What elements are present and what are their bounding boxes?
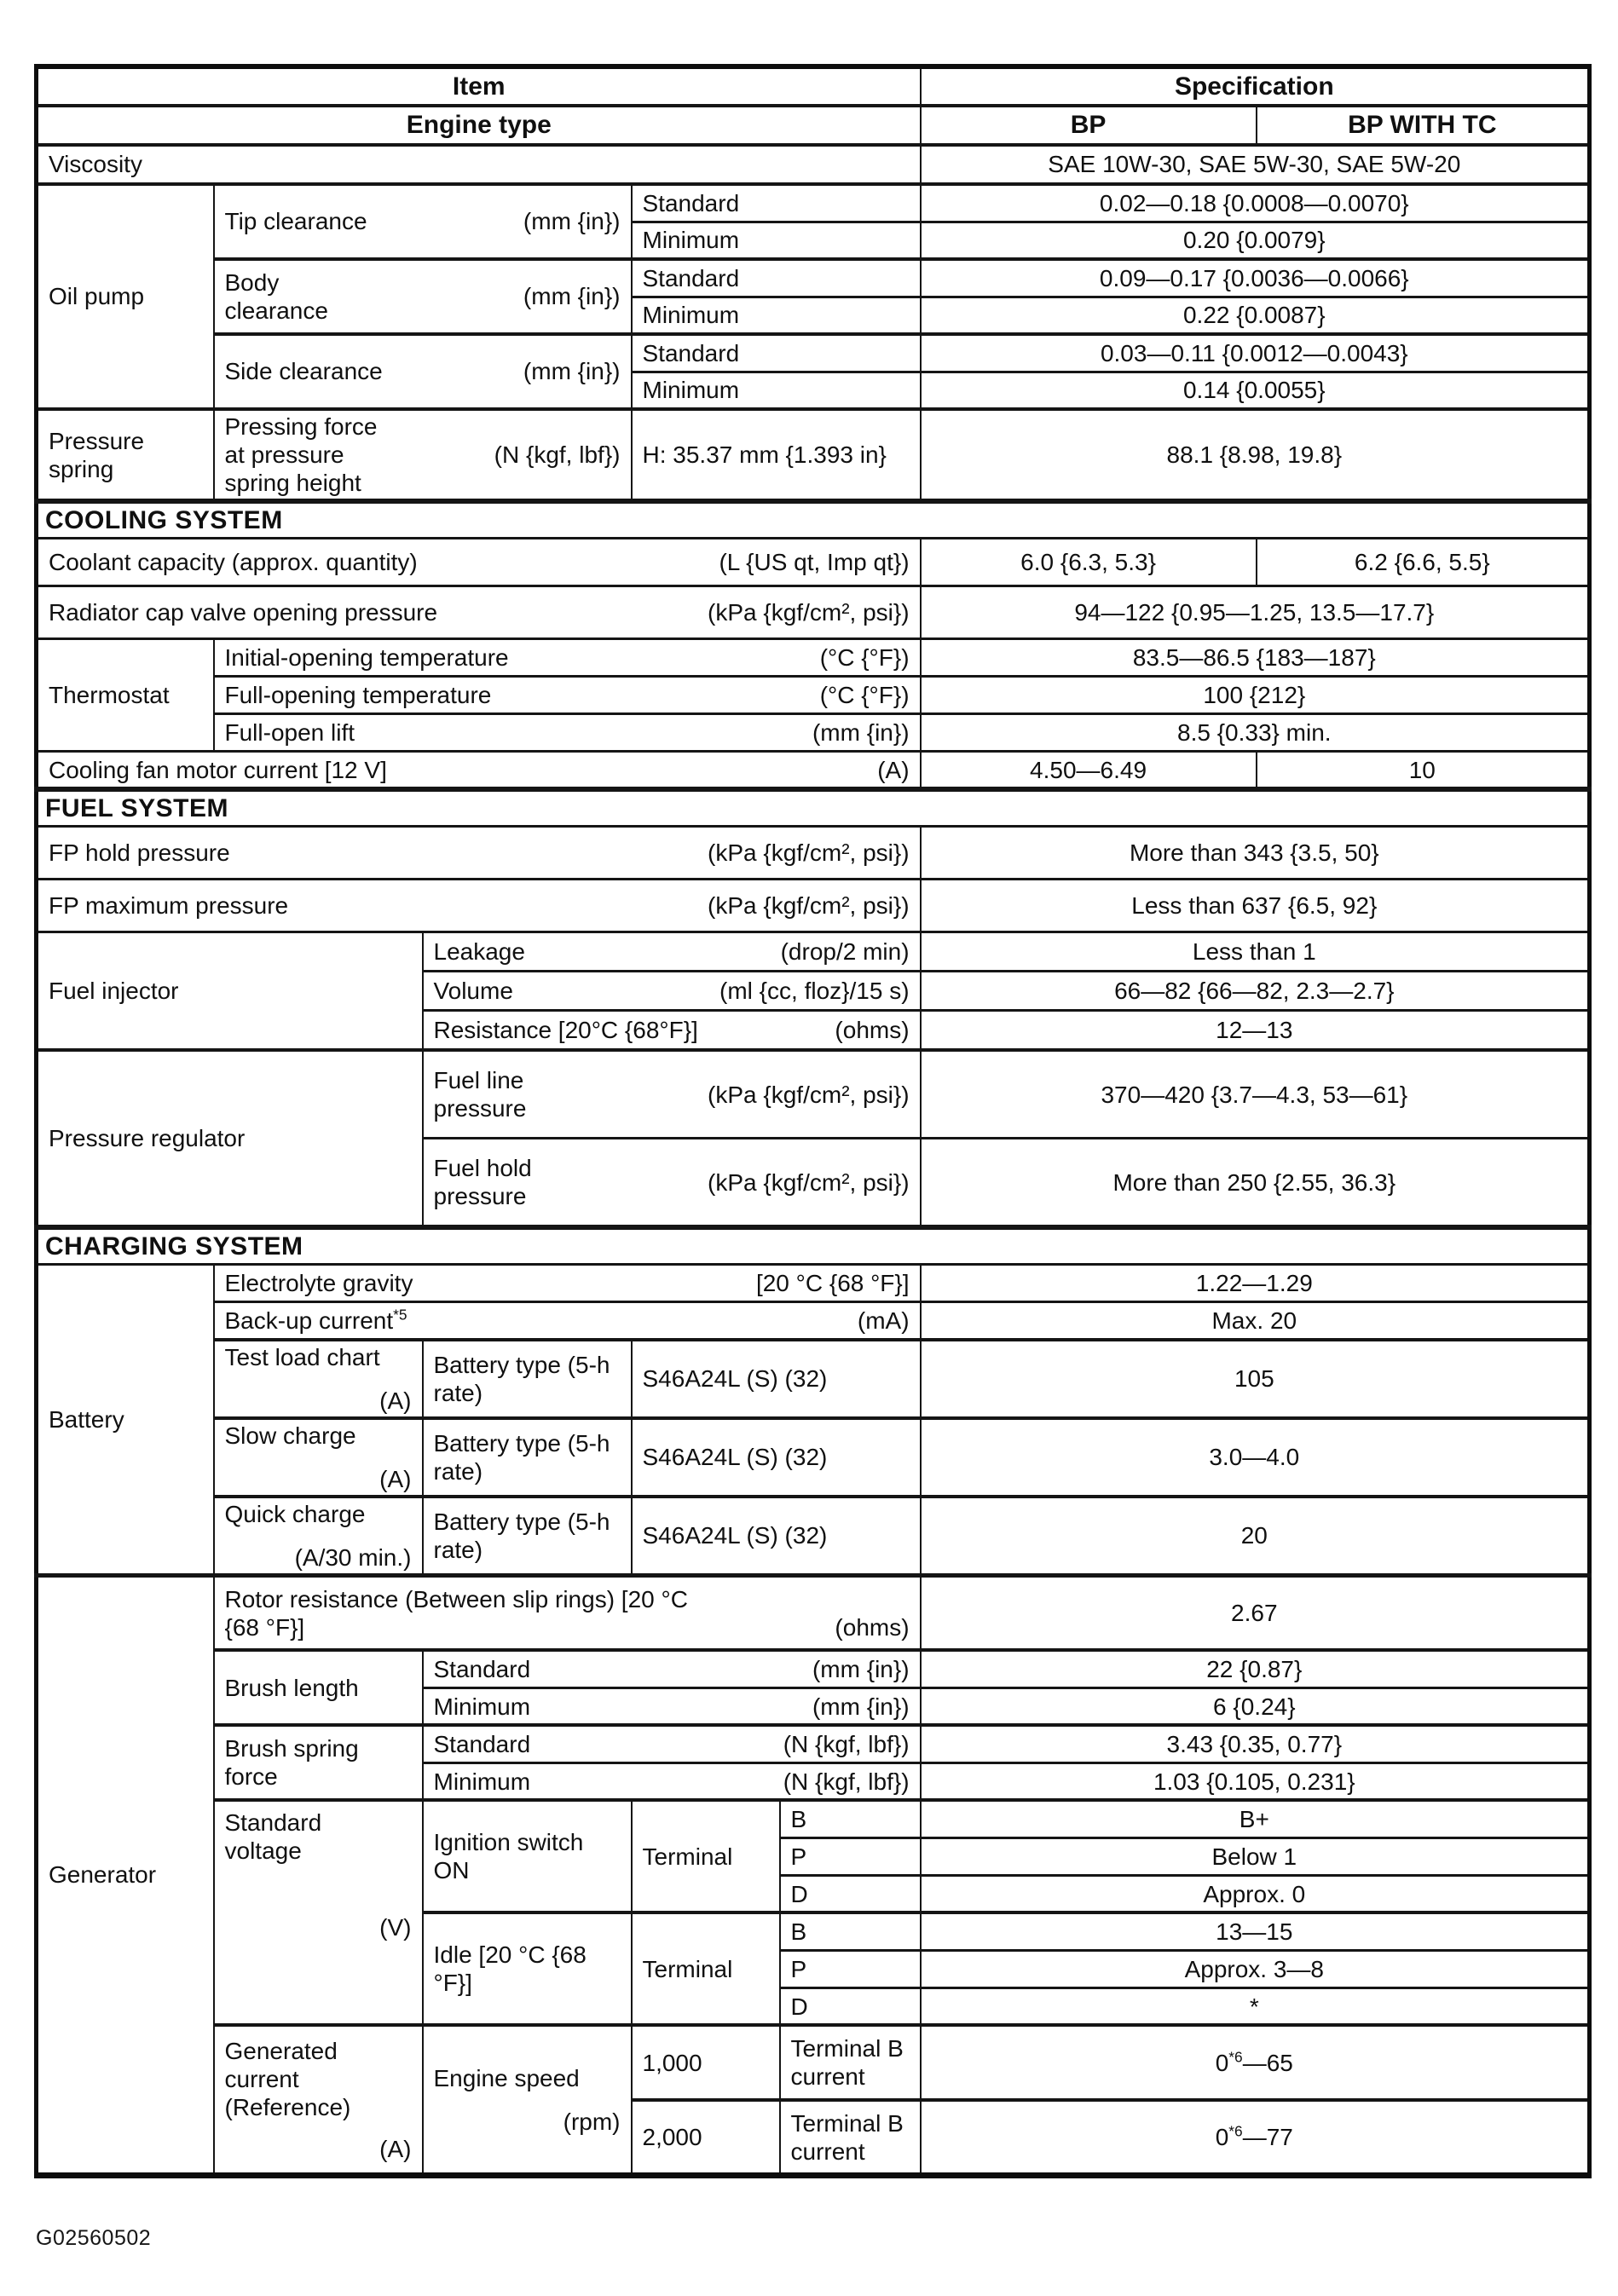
coolant-capacity-label: Coolant capacity (approx. quantity) xyxy=(49,549,418,576)
engine-type-row xyxy=(37,106,1590,145)
thermostat-lift-value: 8.5 {0.33} min. xyxy=(921,714,1590,752)
quick-charge-cell xyxy=(214,1497,423,1576)
oil-pump-body-standard-row xyxy=(37,259,1590,297)
rotor-resistance-cell xyxy=(214,1575,921,1650)
idle-terminal-label: Terminal xyxy=(632,1912,780,2025)
coolant-capacity-row xyxy=(37,539,1590,586)
radiator-cap-label: Radiator cap valve opening pressure xyxy=(49,599,438,626)
electrolyte-cell xyxy=(214,1265,921,1302)
electrolyte-row xyxy=(37,1265,1590,1302)
cooling-fan-row xyxy=(37,752,1590,789)
slow-charge-unit: (A) xyxy=(379,1465,412,1492)
fuel-hold-unit: (kPa {kgf/cm², psi}) xyxy=(708,1168,910,1196)
fuel-line-value: 370—420 {3.7—4.3, 53—61} xyxy=(921,1050,1590,1139)
slow-battery-type-value: S46A24L (S) (32) xyxy=(632,1418,921,1497)
resistance-cell xyxy=(423,1011,921,1050)
thermostat-initial-cell xyxy=(214,639,921,677)
fp-hold-value: More than 343 {3.5, 50} xyxy=(921,827,1590,880)
thermostat-full-label: Full-opening temperature xyxy=(224,682,492,709)
quick-charge-unit: (A/30 min.) xyxy=(294,1543,412,1571)
brush-spring-standard-row xyxy=(37,1725,1590,1762)
idle-terminal-b-label: B xyxy=(780,1912,921,1950)
idle-terminal-d-label: D xyxy=(780,1987,921,2025)
tip-clearance-cell xyxy=(214,184,632,259)
voltage-ign-b-row xyxy=(37,1800,1590,1837)
specification-table xyxy=(34,64,1592,2178)
rotor-resistance-row xyxy=(37,1575,1590,1650)
volume-value: 66—82 {66—82, 2.3—2.7} xyxy=(921,972,1590,1011)
test-load-label: Test load chart xyxy=(224,1343,380,1370)
battery-label: Battery xyxy=(37,1265,214,1576)
pressing-force-cell xyxy=(214,409,632,501)
ign-terminal-p-value: Below 1 xyxy=(921,1837,1590,1875)
generated-current-2000-value: 0$^{*6}$—77 xyxy=(921,2100,1590,2175)
quick-charge-row xyxy=(37,1497,1590,1576)
brush-spring-standard-cell xyxy=(423,1725,921,1762)
body-clearance-unit: (mm {in}) xyxy=(523,283,621,310)
tip-standard-label: Standard xyxy=(632,184,921,222)
thermostat-full-cell xyxy=(214,677,921,714)
viscosity-value: SAE 10W-30, SAE 5W-30, SAE 5W-20 xyxy=(921,145,1590,184)
cooling-fan-bp-value: 4.50—6.49 xyxy=(921,752,1257,789)
radiator-cap-row xyxy=(37,586,1590,639)
brush-length-minimum-cell xyxy=(423,1687,921,1725)
test-load-row xyxy=(37,1340,1590,1418)
brush-spring-minimum-label: Minimum xyxy=(433,1768,531,1795)
standard-voltage-label: Standard voltage xyxy=(224,1809,322,1865)
rotor-resistance-unit: (ohms) xyxy=(835,1613,910,1641)
generated-current-cell xyxy=(214,2025,423,2175)
fuel-hold-label: Fuel hold pressure xyxy=(433,1155,532,1210)
fuel-section-title: FUEL SYSTEM xyxy=(37,789,1590,827)
specification-column-header: Specification xyxy=(921,66,1590,106)
backup-current-unit: (mA) xyxy=(857,1307,910,1334)
thermostat-full-row xyxy=(37,677,1590,714)
idle-label: Idle [20 °C {68 °F}] xyxy=(423,1912,632,2025)
fp-hold-cell xyxy=(37,827,921,880)
fp-hold-unit: (kPa {kgf/cm², psi}) xyxy=(708,839,910,867)
thermostat-lift-row xyxy=(37,714,1590,752)
brush-spring-minimum-cell xyxy=(423,1762,921,1800)
tip-standard-value: 0.02—0.18 {0.0008—0.0070} xyxy=(921,184,1590,222)
spec-sheet xyxy=(34,64,1587,2178)
generator-label: Generator xyxy=(37,1575,214,2175)
body-minimum-label: Minimum xyxy=(632,297,921,334)
pressure-spring-row xyxy=(37,409,1590,501)
regulator-line-row xyxy=(37,1050,1590,1139)
slow-battery-type: Battery type (5-h rate) xyxy=(423,1418,632,1497)
charging-section-row xyxy=(37,1227,1590,1265)
brush-spring-minimum-value: 1.03 {0.105, 0.231} xyxy=(921,1762,1590,1800)
engine-speed-2000: 2,000 xyxy=(632,2100,780,2175)
brush-length-minimum-unit: (mm {in}) xyxy=(812,1693,910,1720)
fp-max-label: FP maximum pressure xyxy=(49,892,289,920)
ign-terminal-p-label: P xyxy=(780,1837,921,1875)
fuel-injector-label: Fuel injector xyxy=(37,932,423,1050)
pressure-regulator-label: Pressure regulator xyxy=(37,1050,423,1227)
radiator-cap-unit: (kPa {kgf/cm², psi}) xyxy=(708,599,910,626)
rotor-resistance-value: 2.67 xyxy=(921,1575,1590,1650)
test-load-unit: (A) xyxy=(379,1387,412,1414)
volume-cell xyxy=(423,972,921,1011)
brush-length-standard-row xyxy=(37,1650,1590,1687)
thermostat-lift-cell xyxy=(214,714,921,752)
idle-terminal-p-value: Approx. 3—8 xyxy=(921,1950,1590,1987)
test-load-cell xyxy=(214,1340,423,1418)
fp-max-cell xyxy=(37,880,921,932)
cooling-fan-label: Cooling fan motor current [12 V] xyxy=(49,756,387,783)
leakage-cell xyxy=(423,932,921,972)
rotor-resistance-label: Rotor resistance (Between slip rings) [20 °C {68 °F}] xyxy=(224,1585,688,1641)
electrolyte-unit: [20 °C {68 °F}] xyxy=(755,1270,910,1297)
fp-max-value: Less than 637 {6.5, 92} xyxy=(921,880,1590,932)
idle-terminal-d-value: * xyxy=(921,1987,1590,2025)
electrolyte-value: 1.22—1.29 xyxy=(921,1265,1590,1302)
thermostat-label: Thermostat xyxy=(37,639,214,752)
thermostat-initial-value: 83.5—86.5 {183—187} xyxy=(921,639,1590,677)
fp-hold-label: FP hold pressure xyxy=(49,839,230,867)
side-minimum-label: Minimum xyxy=(632,372,921,409)
fuel-line-unit: (kPa {kgf/cm², psi}) xyxy=(708,1081,910,1108)
thermostat-lift-unit: (mm {in}) xyxy=(812,719,910,747)
fuel-line-label: Fuel line pressure xyxy=(433,1067,527,1122)
standard-voltage-cell xyxy=(214,1800,423,2025)
engine-type-header: Engine type xyxy=(37,106,921,145)
cooling-section-title: COOLING SYSTEM xyxy=(37,501,1590,539)
injector-leakage-row xyxy=(37,932,1590,972)
oil-pump-tip-standard-row xyxy=(37,184,1590,222)
charging-section-title: CHARGING SYSTEM xyxy=(37,1227,1590,1265)
terminal-b-current-1000-label: Terminal B current xyxy=(780,2025,921,2100)
ign-terminal-b-label: B xyxy=(780,1800,921,1837)
ign-terminal-b-value: B+ xyxy=(921,1800,1590,1837)
body-standard-label: Standard xyxy=(632,259,921,297)
thermostat-initial-unit: (°C {°F}) xyxy=(819,644,910,672)
pressing-force-label: Pressing force at pressure spring height xyxy=(224,413,378,497)
brush-length-standard-value: 22 {0.87} xyxy=(921,1650,1590,1687)
leakage-label: Leakage xyxy=(433,938,525,966)
brush-length-label: Brush length xyxy=(214,1650,423,1725)
brush-length-minimum-label: Minimum xyxy=(433,1693,531,1720)
fp-max-unit: (kPa {kgf/cm², psi}) xyxy=(708,892,910,920)
brush-spring-label: Brush spring force xyxy=(214,1725,423,1800)
electrolyte-label: Electrolyte gravity xyxy=(224,1270,413,1297)
fp-hold-row xyxy=(37,827,1590,880)
slow-charge-cell xyxy=(214,1418,423,1497)
test-battery-type-value: S46A24L (S) (32) xyxy=(632,1340,921,1418)
backup-current-label: Back-up current$^{*5}$ xyxy=(224,1306,407,1334)
radiator-cap-cell xyxy=(37,586,921,639)
generated-current-1000-footnote: *6 xyxy=(1228,2048,1243,2066)
engine-speed-1000: 1,000 xyxy=(632,2025,780,2100)
side-standard-label: Standard xyxy=(632,334,921,372)
fuel-hold-value: More than 250 {2.55, 36.3} xyxy=(921,1139,1590,1227)
body-clearance-cell xyxy=(214,259,632,334)
idle-terminal-b-value: 13—15 xyxy=(921,1912,1590,1950)
engine-speed-unit: (rpm) xyxy=(563,2108,621,2135)
coolant-capacity-unit: (L {US qt, Imp qt}) xyxy=(719,549,910,576)
idle-terminal-p-label: P xyxy=(780,1950,921,1987)
side-clearance-cell xyxy=(214,334,632,409)
pressing-force-condition: H: 35.37 mm {1.393 in} xyxy=(632,409,921,501)
side-standard-value: 0.03—0.11 {0.0012—0.0043} xyxy=(921,334,1590,372)
brush-spring-standard-label: Standard xyxy=(433,1731,531,1758)
brush-length-standard-unit: (mm {in}) xyxy=(812,1656,910,1683)
resistance-value: 12—13 xyxy=(921,1011,1590,1050)
terminal-b-current-2000-label: Terminal B current xyxy=(780,2100,921,2175)
slow-charge-label: Slow charge xyxy=(224,1422,356,1449)
viscosity-label: Viscosity xyxy=(37,145,921,184)
item-column-header: Item xyxy=(37,66,921,106)
side-minimum-value: 0.14 {0.0055} xyxy=(921,372,1590,409)
brush-length-standard-cell xyxy=(423,1650,921,1687)
slow-charge-row xyxy=(37,1418,1590,1497)
figure-code: G02560502 xyxy=(36,2226,152,2250)
cooling-section-row xyxy=(37,501,1590,539)
oil-pump-side-standard-row xyxy=(37,334,1590,372)
side-clearance-unit: (mm {in}) xyxy=(523,358,621,385)
body-minimum-value: 0.22 {0.0087} xyxy=(921,297,1590,334)
radiator-cap-value: 94—122 {0.95—1.25, 13.5—17.7} xyxy=(921,586,1590,639)
fp-max-row xyxy=(37,880,1590,932)
generated-current-2000-footnote: *6 xyxy=(1228,2122,1243,2140)
viscosity-row xyxy=(37,145,1590,184)
backup-current-footnote: *5 xyxy=(393,1306,407,1324)
ignition-switch-on-label: Ignition switch ON xyxy=(423,1800,632,1912)
leakage-value: Less than 1 xyxy=(921,932,1590,972)
fuel-line-cell xyxy=(423,1050,921,1139)
volume-unit: (ml {cc, floz}/15 s) xyxy=(719,978,910,1005)
engine-speed-label: Engine speed xyxy=(433,2064,580,2091)
fuel-section-row xyxy=(37,789,1590,827)
brush-spring-standard-value: 3.43 {0.35, 0.77} xyxy=(921,1725,1590,1762)
cooling-fan-cell xyxy=(37,752,921,789)
backup-current-cell xyxy=(214,1302,921,1340)
cooling-fan-unit: (A) xyxy=(877,756,910,783)
test-load-value: 105 xyxy=(921,1340,1590,1418)
generated-current-unit: (A) xyxy=(379,2135,412,2162)
thermostat-lift-label: Full-open lift xyxy=(224,719,355,747)
coolant-capacity-bp-tc-value: 6.2 {6.6, 5.5} xyxy=(1257,539,1590,586)
fuel-hold-cell xyxy=(423,1139,921,1227)
generated-current-label: Generated current (Reference) xyxy=(224,2037,351,2120)
thermostat-full-value: 100 {212} xyxy=(921,677,1590,714)
tip-clearance-label: Tip clearance xyxy=(224,208,367,235)
cooling-fan-bp-tc-value: 10 xyxy=(1257,752,1590,789)
volume-label: Volume xyxy=(433,978,513,1005)
ign-terminal-d-label: D xyxy=(780,1875,921,1912)
thermostat-initial-label: Initial-opening temperature xyxy=(224,644,509,672)
body-clearance-label: Body clearance xyxy=(224,268,328,324)
tip-minimum-label: Minimum xyxy=(632,222,921,259)
resistance-label: Resistance [20°C {68°F}] xyxy=(433,1017,698,1044)
coolant-capacity-cell xyxy=(37,539,921,586)
pressure-spring-label: Pressure spring xyxy=(37,409,214,501)
tip-clearance-unit: (mm {in}) xyxy=(523,208,621,235)
side-clearance-label: Side clearance xyxy=(224,358,383,385)
body-standard-value: 0.09—0.17 {0.0036—0.0066} xyxy=(921,259,1590,297)
resistance-unit: (ohms) xyxy=(835,1017,910,1044)
quick-battery-type: Battery type (5-h rate) xyxy=(423,1497,632,1576)
brush-spring-minimum-unit: (N {kgf, lbf}) xyxy=(783,1768,910,1795)
slow-charge-value: 3.0—4.0 xyxy=(921,1418,1590,1497)
engine-bp-header: BP xyxy=(921,106,1257,145)
leakage-unit: (drop/2 min) xyxy=(780,938,910,966)
brush-spring-standard-unit: (N {kgf, lbf}) xyxy=(783,1731,910,1758)
test-battery-type: Battery type (5-h rate) xyxy=(423,1340,632,1418)
quick-battery-type-value: S46A24L (S) (32) xyxy=(632,1497,921,1576)
pressing-force-unit: (N {kgf, lbf}) xyxy=(494,441,621,469)
engine-speed-cell xyxy=(423,2025,632,2175)
quick-charge-label: Quick charge xyxy=(224,1500,366,1527)
standard-voltage-unit: (V) xyxy=(379,1913,412,1941)
ign-terminal-d-value: Approx. 0 xyxy=(921,1875,1590,1912)
generated-current-1000-value: 0$^{*6}$—65 xyxy=(921,2025,1590,2100)
engine-bp-tc-header: BP WITH TC xyxy=(1257,106,1590,145)
thermostat-full-unit: (°C {°F}) xyxy=(819,682,910,709)
backup-current-row xyxy=(37,1302,1590,1340)
oil-pump-label: Oil pump xyxy=(37,184,214,409)
generated-current-1000-row xyxy=(37,2025,1590,2100)
header-row xyxy=(37,66,1590,106)
backup-current-value: Max. 20 xyxy=(921,1302,1590,1340)
coolant-capacity-bp-value: 6.0 {6.3, 5.3} xyxy=(921,539,1257,586)
quick-charge-value: 20 xyxy=(921,1497,1590,1576)
brush-length-standard-label: Standard xyxy=(433,1656,531,1683)
brush-length-minimum-value: 6 {0.24} xyxy=(921,1687,1590,1725)
pressing-force-value: 88.1 {8.98, 19.8} xyxy=(921,409,1590,501)
ign-terminal-label: Terminal xyxy=(632,1800,780,1912)
thermostat-initial-row xyxy=(37,639,1590,677)
tip-minimum-value: 0.20 {0.0079} xyxy=(921,222,1590,259)
